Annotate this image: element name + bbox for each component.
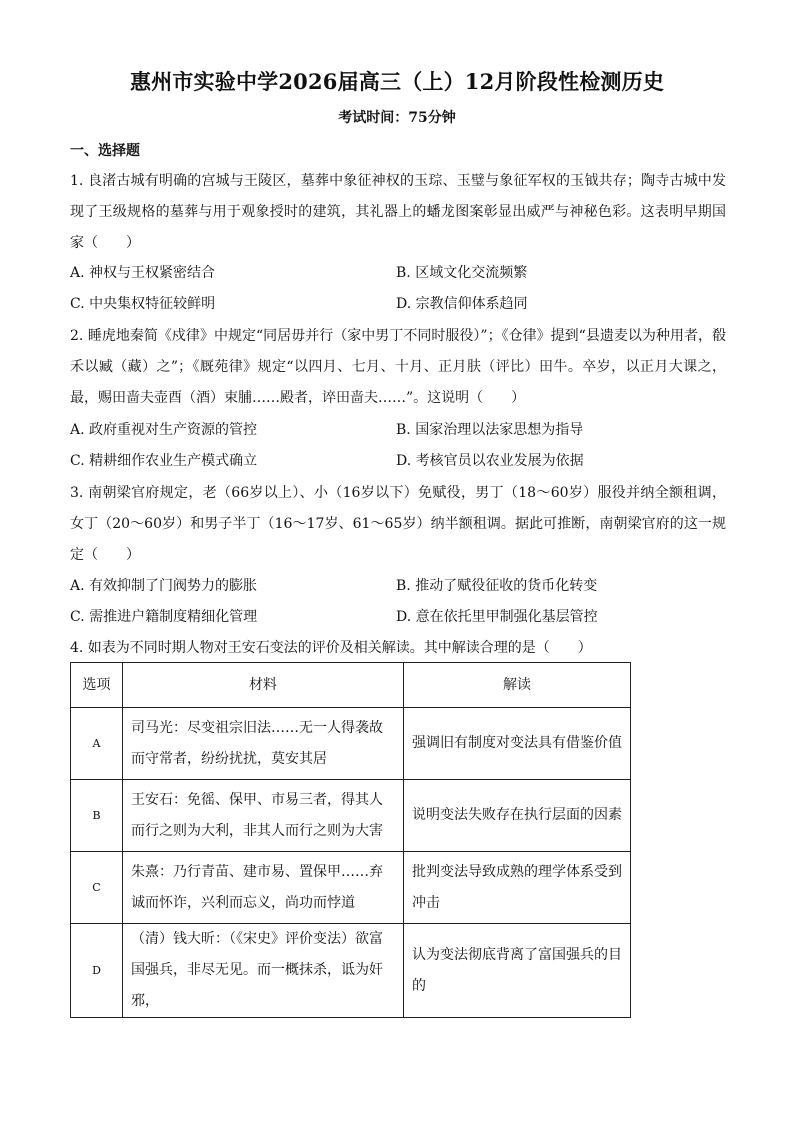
row-material: 司马光：尽变祖宗旧法……无一人得袭故而守常者，纷纷扰扰，莫安其居 <box>123 708 404 780</box>
table-row <box>71 780 631 852</box>
question-2-option-d: D. 考核官员以农业发展为依据 <box>396 453 584 469</box>
question-3-option-d: D. 意在依托里甲制强化基层管控 <box>396 609 598 625</box>
row-reading: 强调旧有制度对变法具有借鉴价值 <box>404 708 631 780</box>
row-material: 王安石：免徭、保甲、市易三者，得其人而行之则为大利，非其人而行之则为大害 <box>123 780 404 852</box>
question-2-option-a: A. 政府重视对生产资源的管控 <box>70 422 258 438</box>
row-material: （清）钱大昕：（《宋史》评价变法）欲富国强兵，非尽无见。而一概抹杀，诋为奸邪， <box>123 924 404 1018</box>
row-option-key: A <box>71 708 123 780</box>
table-row <box>71 708 631 780</box>
question-3-stem: 3. 南朝梁官府规定，老（66岁以上）、小（16岁以下）免赋役，男丁（18～60岁）服役并纳全额租调，女丁（20～60岁）和男子半丁（16～17岁、61～65岁）纳半额租调。据此可推断，南朝梁官府的这一规定（ ） <box>70 485 726 563</box>
table-header-row <box>71 663 631 708</box>
question-2-option-c: C. 精耕细作农业生产模式确立 <box>70 453 258 469</box>
row-option-key: C <box>71 852 123 924</box>
question-1-option-c: C. 中央集权特征较鲜明 <box>70 296 216 312</box>
table-header-option: 选项 <box>71 663 123 708</box>
exam-duration: 考试时间：75分钟 <box>338 110 456 126</box>
question-1-stem: 1. 良渚古城有明确的宫城与王陵区，墓葬中象征神权的玉琮、玉璧与象征军权的玉钺共存；陶寺古城中发现了王级规格的墓葬与用于观象授时的建筑，其礼器上的蟠龙图案彰显出威严与神秘色彩。这表明早期国家（ ） <box>70 173 726 251</box>
table-header-material: 材料 <box>123 663 404 708</box>
row-option-key: B <box>71 780 123 852</box>
row-reading: 批判变法导致成熟的理学体系受到冲击 <box>404 852 631 924</box>
row-option-key: D <box>71 924 123 1018</box>
question-1-option-a: A. 神权与王权紧密结合 <box>70 265 216 281</box>
question-2-option-b: B. 国家治理以法家思想为指导 <box>396 422 584 438</box>
question-1-option-d: D. 宗教信仰体系趋同 <box>396 296 528 312</box>
row-reading: 说明变法失败存在执行层面的因素 <box>404 780 631 852</box>
section-heading: 一、选择题 <box>70 143 140 159</box>
question-3-option-a: A. 有效抑制了门阀势力的膨胀 <box>70 578 258 594</box>
question-3-option-b: B. 推动了赋役征收的货币化转变 <box>396 578 598 594</box>
question-3-option-c: C. 需推进户籍制度精细化管理 <box>70 609 258 625</box>
question-4-stem: 4. 如表为不同时期人物对王安石变法的评价及相关解读。其中解读合理的是（ ） <box>70 640 592 656</box>
table-header-reading: 解读 <box>404 663 631 708</box>
question-1-option-b: B. 区域文化交流频繁 <box>396 265 528 281</box>
row-reading: 认为变法彻底背离了富国强兵的目的 <box>404 924 631 1018</box>
question-2-stem: 2. 睡虎地秦简《戍律》中规定“同居毋并行（家中男丁不同时服役）”；《仓律》提到“县遗麦以为种用者，殽禾以臧（藏）之”；《厩苑律》规定“以四月、七月、十月、正月肤（评比）田牛。卒岁，以正月大课之，最，赐田啬夫壶酉（酒）束脯……殿者，谇田啬夫……”。这说明（ ） <box>70 328 726 406</box>
exam-title: 惠州市实验中学2026届高三（上）12月阶段性检测历史 <box>129 69 665 94</box>
table-row <box>71 924 631 1018</box>
row-material: 朱熹：乃行青苗、建市易、置保甲……弃诚而怀诈，兴利而忘义，尚功而悖道 <box>123 852 404 924</box>
table-row <box>71 852 631 924</box>
question-4-table <box>70 662 631 1018</box>
